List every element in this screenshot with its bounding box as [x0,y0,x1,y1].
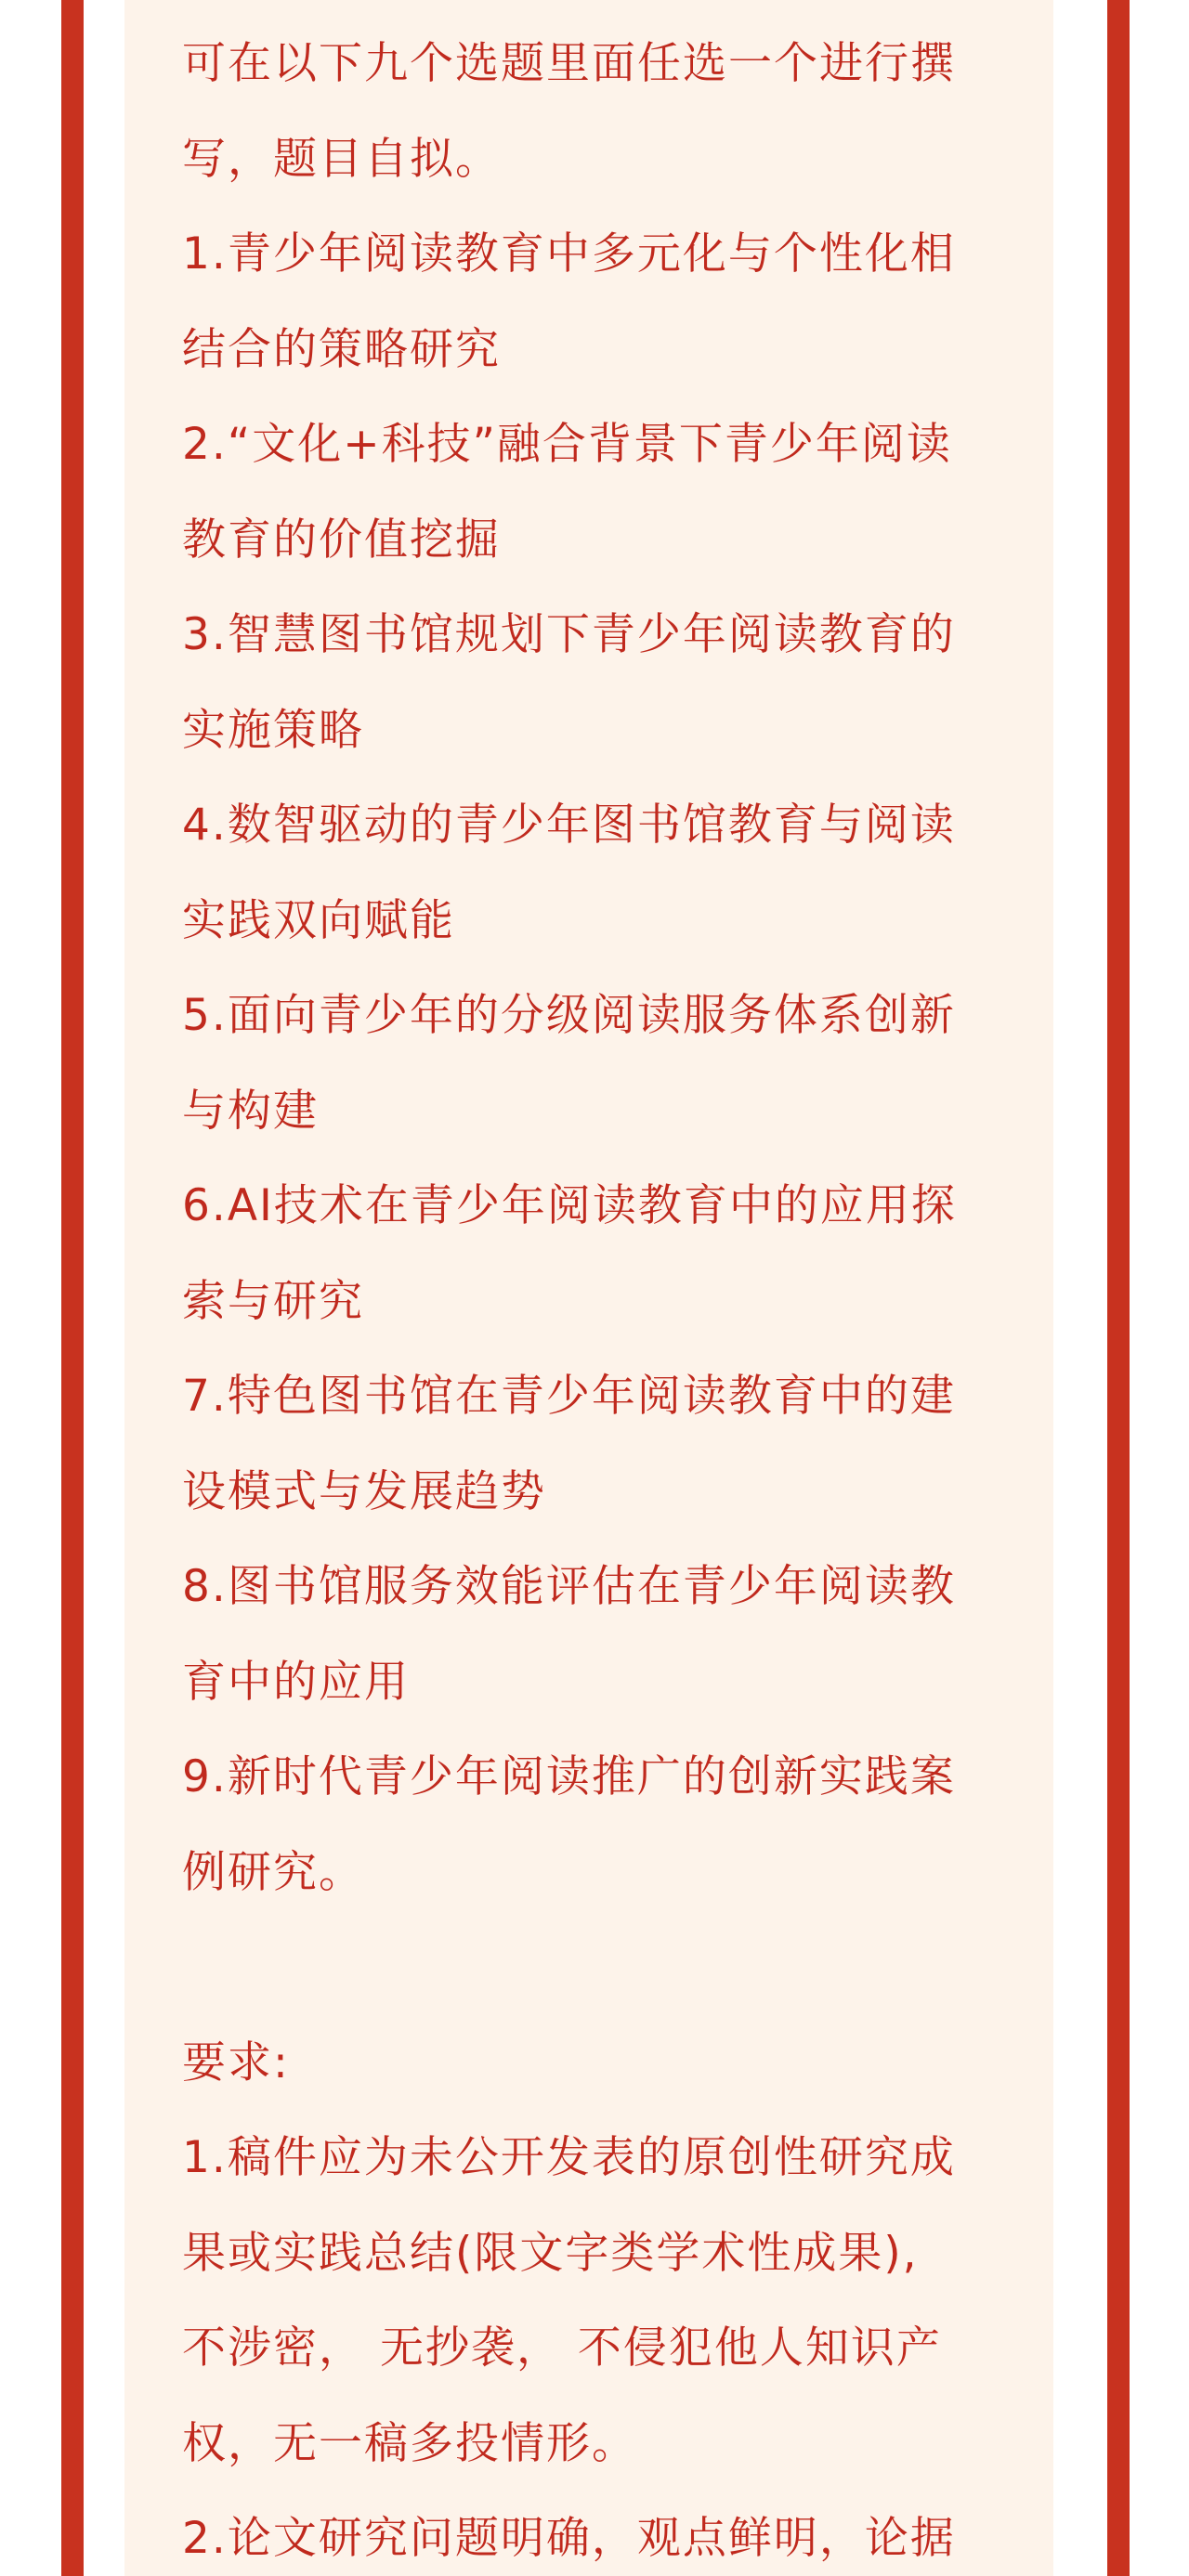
topic-line: 2.“文化+科技”融合背景下青少年阅读 [182,419,952,470]
topic-line: 育中的应用 [182,1656,410,1708]
topic-line: 8.图书馆服务效能评估在青少年阅读教 [182,1561,956,1612]
requirement-line: 1.稿件应为未公开发表的原创性研究成 [182,2132,956,2183]
topic-line: 1.青少年阅读教育中多元化与个性化相 [182,228,956,280]
intro-line: 写，题目自拟。 [182,133,501,185]
topic-line: 设模式与发展趋势 [182,1465,546,1517]
article-text [182,17,1018,2576]
topic-line: 教育的价值挖掘 [182,514,501,566]
blank-line [182,1920,1018,2016]
topic-line: 3.智慧图书馆规划下青少年阅读教育的 [182,609,956,660]
intro-line: 可在以下九个选题里面任选一个进行撰 [182,38,956,89]
requirement-line: 果或实践总结(限文字类学术性成果), [182,2227,919,2279]
topic-line: 例研究。 [182,1846,364,1898]
topic-line: 4.数智驱动的青少年图书馆教育与阅读 [182,800,956,851]
topic-line: 5.面向青少年的分级阅读服务体系创新 [182,990,956,1041]
left-border-stripe [61,0,84,2576]
topic-line: 实践双向赋能 [182,894,455,946]
topic-line: 索与研究 [182,1275,364,1327]
topic-line: 7.特色图书馆在青少年阅读教育中的建 [182,1371,956,1422]
requirement-line: 权，无一稿多投情形。 [182,2417,637,2469]
topic-line: 9.新时代青少年阅读推广的创新实践案 [182,1751,956,1802]
requirements-heading: 要求: [182,2036,290,2088]
requirement-line: 不涉密， 无抄袭， 不侵犯他人知识产 [182,2322,942,2374]
topic-line: 与构建 [182,1085,319,1137]
topic-line: 6.AI技术在青少年阅读教育中的应用探 [182,1180,957,1231]
topic-line: 实施策略 [182,704,364,756]
requirement-line: 2.论文研究问题明确，观点鲜明，论据 [182,2513,956,2564]
right-border-stripe [1107,0,1130,2576]
topic-line: 结合的策略研究 [182,323,501,375]
